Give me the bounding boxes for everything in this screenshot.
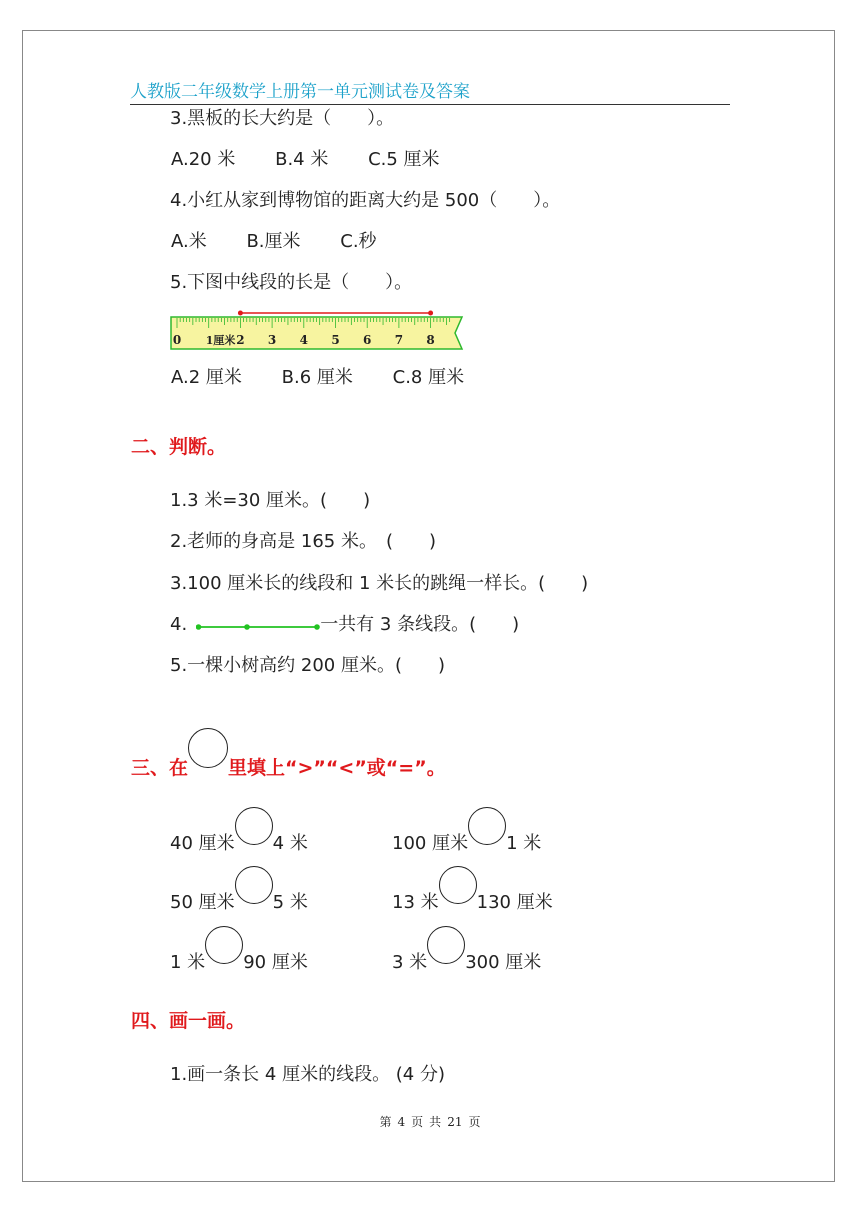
judge-item-3: 3.100 厘米长的线段和 1 米长的跳绳一样长。( ) <box>170 573 589 594</box>
answer-circle[interactable] <box>439 866 477 904</box>
option-a: A.米 <box>171 231 207 252</box>
segment-figure <box>196 623 322 631</box>
footer-mid2: 共 <box>429 1115 442 1129</box>
answer-circle[interactable] <box>235 866 273 904</box>
ruler-label: 7 <box>394 333 404 347</box>
draw-question-1: 1.画一条长 4 厘米的线段。 (4 分) <box>170 1064 446 1085</box>
judge-item-4-prefix: 4. <box>170 614 188 635</box>
segment-point-a <box>196 624 201 630</box>
compare-title-before: 三、在 <box>131 757 189 779</box>
footer-suffix: 页 <box>468 1115 481 1129</box>
answer-circle[interactable] <box>205 926 243 964</box>
compare-right: 5 米 <box>272 892 308 913</box>
segment-point-b <box>244 624 250 630</box>
segment-point-c <box>314 624 320 630</box>
segment-endpoint-start <box>238 311 243 316</box>
section-judge-title: 二、判断。 <box>131 436 227 458</box>
page-header: 人教版二年级数学上册第一单元测试卷及答案 <box>130 80 730 105</box>
option-b: B.6 厘米 <box>281 367 353 388</box>
ruler-label: 6 <box>363 333 372 347</box>
compare-right: 90 厘米 <box>243 952 308 973</box>
compare-item <box>392 819 541 857</box>
compare-right: 1 米 <box>506 833 542 854</box>
section-compare-title <box>131 742 446 782</box>
question-3-options <box>171 148 474 172</box>
footer-page-number: 4 <box>397 1115 406 1129</box>
question-4: 4.小红从家到博物馆的距离大约是 500（ ）。 <box>170 190 561 211</box>
compare-left: 1 米 <box>170 952 206 973</box>
ruler-label: 2 <box>236 333 245 347</box>
answer-circle[interactable] <box>427 926 465 964</box>
compare-left: 40 厘米 <box>170 833 235 854</box>
ruler-label: 8 <box>426 333 435 347</box>
ruler-labels <box>173 333 435 347</box>
option-c: C.秒 <box>340 231 377 252</box>
ruler-label: 3 <box>267 333 277 347</box>
compare-right: 300 厘米 <box>465 952 542 973</box>
compare-right: 130 厘米 <box>476 892 553 913</box>
question-4-options <box>171 230 411 254</box>
option-b: B.4 米 <box>275 149 329 170</box>
option-a: A.20 米 <box>171 149 236 170</box>
answer-circle[interactable] <box>468 807 506 845</box>
ruler-label: 5 <box>331 333 340 347</box>
ruler-label: 4 <box>299 333 308 347</box>
option-a: A.2 厘米 <box>171 367 242 388</box>
option-c: C.5 厘米 <box>368 149 440 170</box>
footer-prefix: 第 <box>379 1115 392 1129</box>
ruler-figure <box>170 310 466 352</box>
segment-endpoint-end <box>428 311 433 316</box>
ruler-label: 1厘米 <box>205 334 236 347</box>
question-3: 3.黑板的长大约是（ ）。 <box>170 108 395 129</box>
compare-item <box>170 878 308 916</box>
footer-mid1: 页 <box>411 1115 424 1129</box>
option-b: B.厘米 <box>246 231 301 252</box>
judge-item-2: 2.老师的身高是 165 米。 ( ) <box>170 531 437 552</box>
option-c: C.8 厘米 <box>392 367 465 388</box>
compare-title-after: 里填上“>”“<”或“=”。 <box>228 757 446 779</box>
circle-blank-icon <box>188 728 228 768</box>
footer-total-pages: 21 <box>447 1115 463 1129</box>
compare-right: 4 米 <box>272 833 308 854</box>
judge-item-1: 1.3 米=30 厘米。( ) <box>170 490 371 511</box>
section-draw-title: 四、画一画。 <box>131 1010 246 1032</box>
judge-item-5: 5.一棵小树高约 200 厘米。( ) <box>170 655 446 676</box>
question-5: 5.下图中线段的长是（ ）。 <box>170 272 413 293</box>
compare-left: 13 米 <box>392 892 439 913</box>
page-footer <box>0 1113 860 1130</box>
compare-left: 50 厘米 <box>170 892 235 913</box>
compare-item <box>392 878 553 916</box>
compare-item <box>170 938 308 976</box>
compare-left: 3 米 <box>392 952 428 973</box>
compare-item <box>170 819 308 857</box>
judge-item-4-suffix: 一共有 3 条线段。( ) <box>320 614 520 635</box>
answer-circle[interactable] <box>235 807 273 845</box>
compare-left: 100 厘米 <box>392 833 469 854</box>
ruler-label: 0 <box>172 333 182 347</box>
question-5-options <box>171 366 498 390</box>
compare-item <box>392 938 541 976</box>
